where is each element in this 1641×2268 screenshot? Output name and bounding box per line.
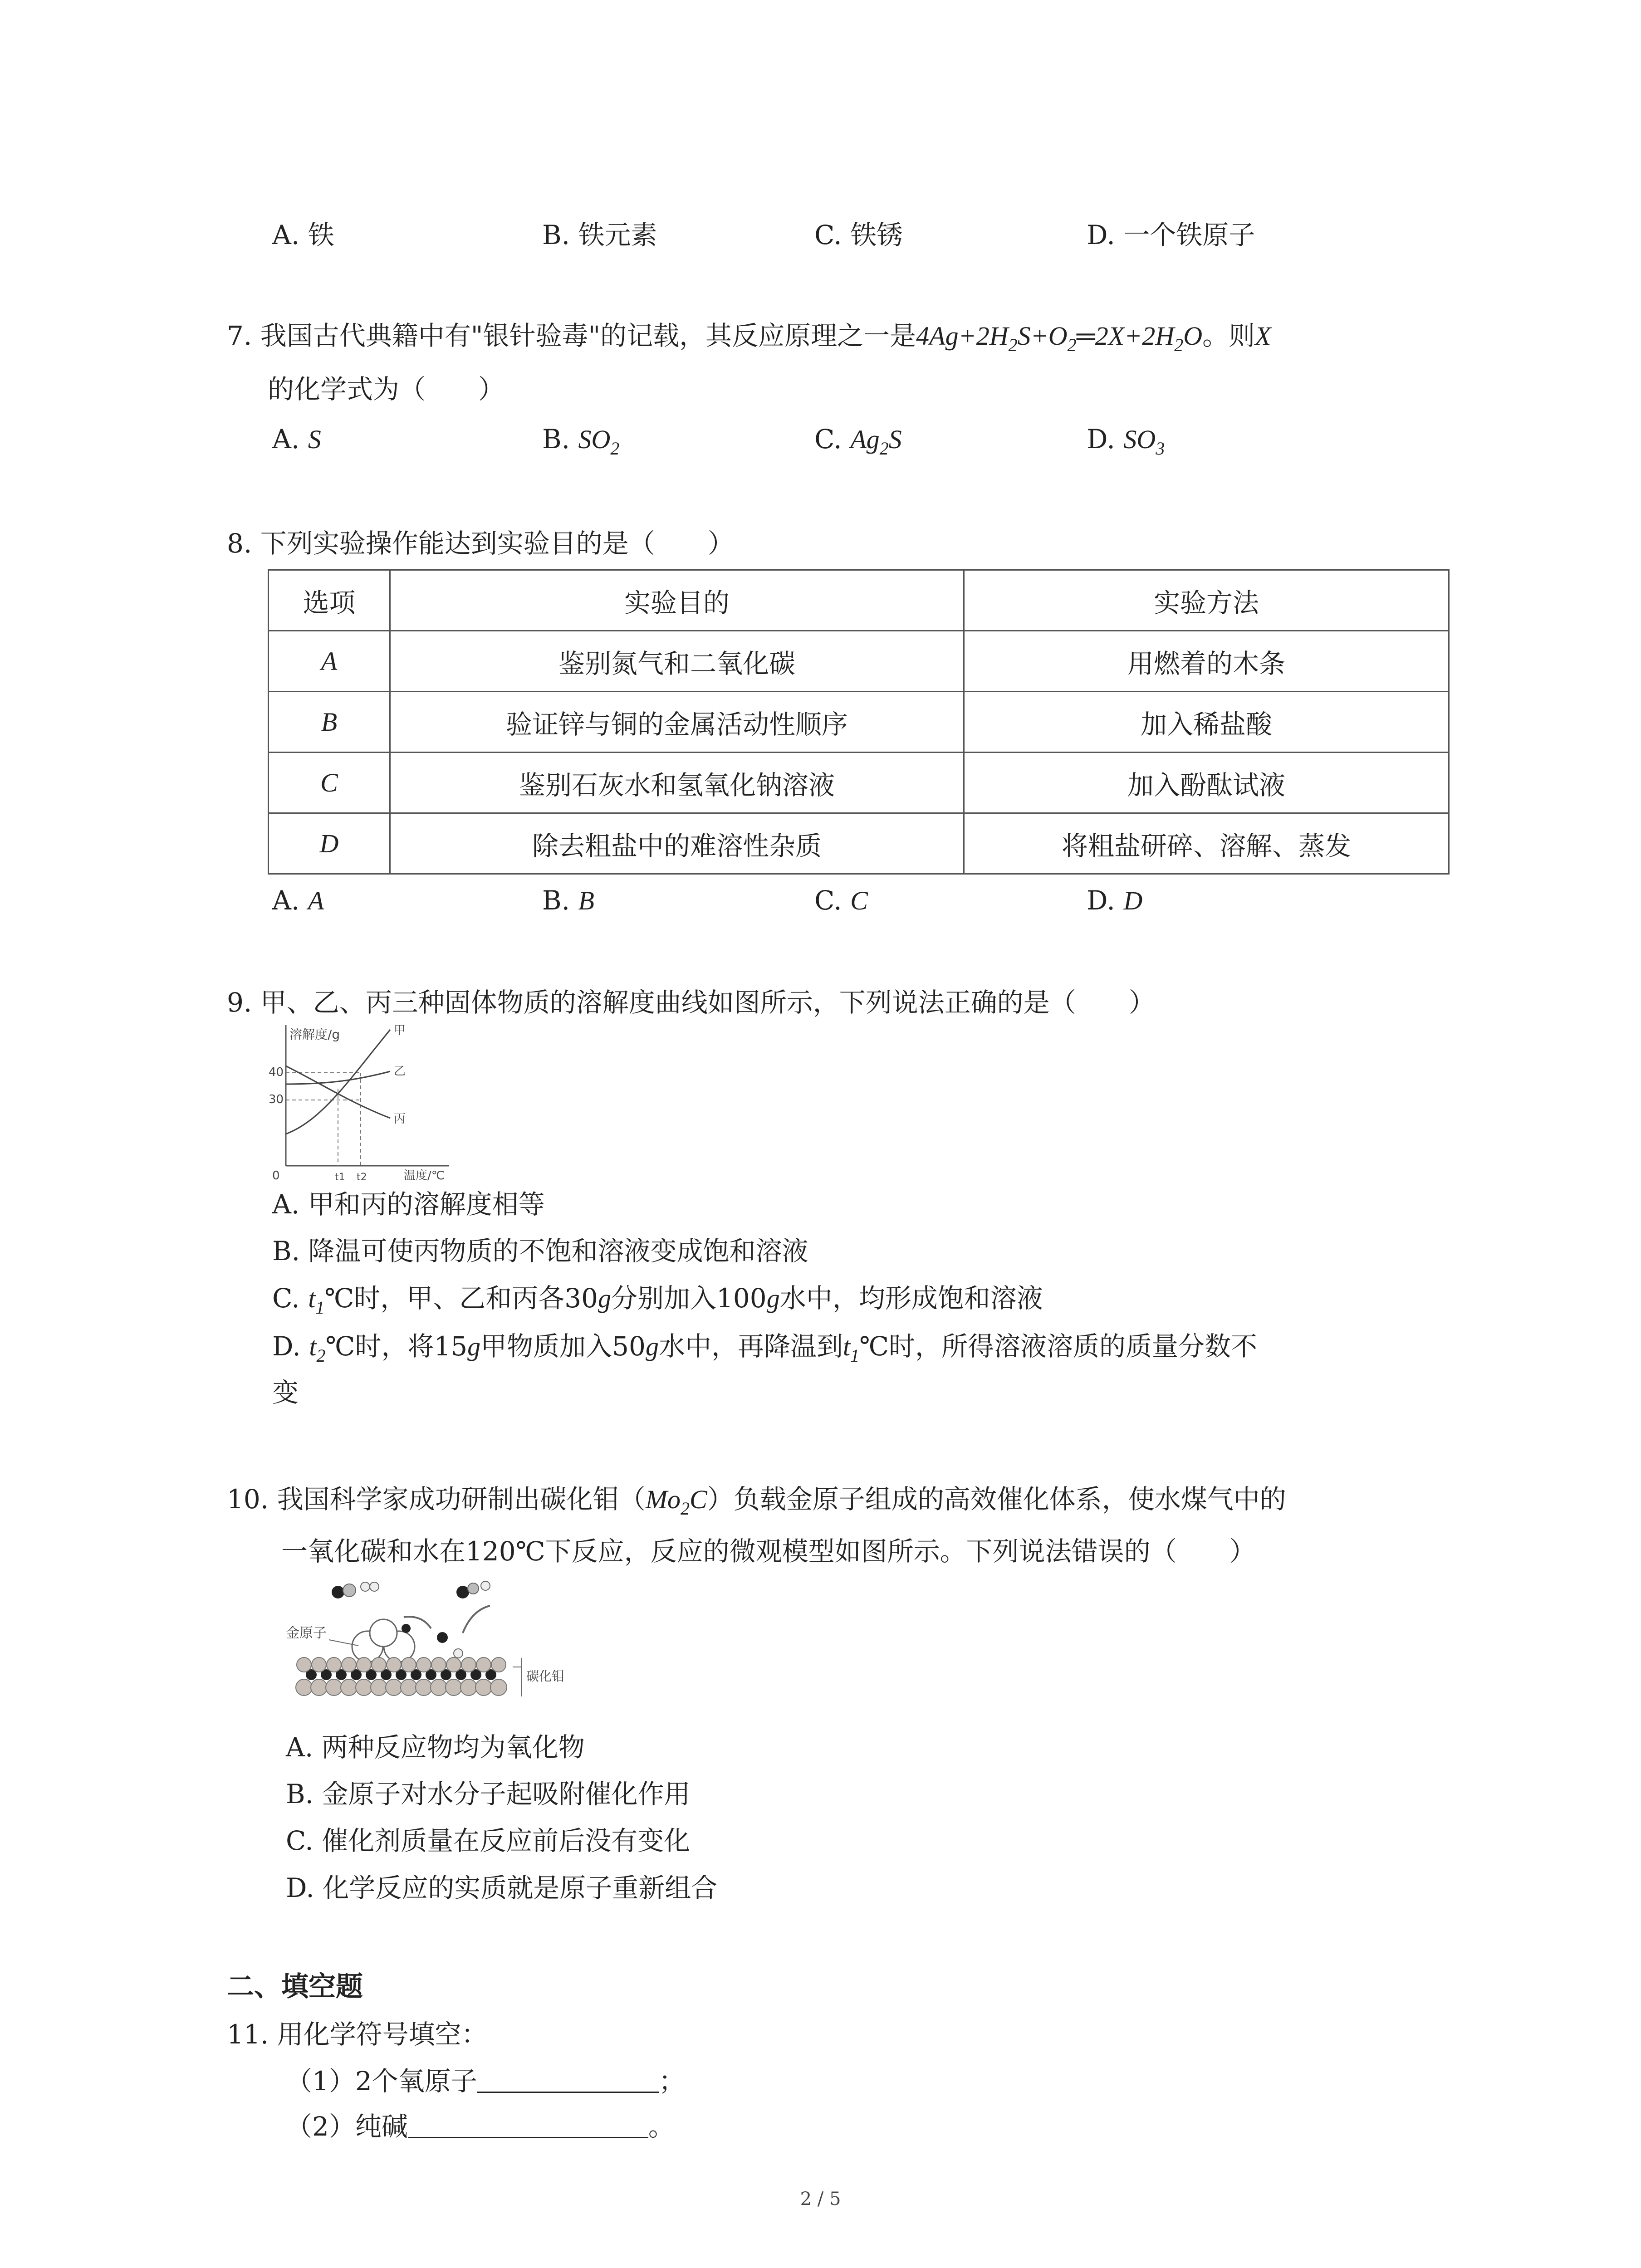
answer-blank-2[interactable]: [408, 2112, 648, 2138]
adsorbed-carbon: [437, 1632, 448, 1643]
molybdenum-atom: [327, 1657, 341, 1672]
y-axis-label: 溶解度/g: [289, 1027, 340, 1042]
q7-option-d-formula: $SO_3$: [1123, 425, 1165, 459]
q8-option-b-letter: B: [578, 886, 594, 915]
t2-symbol: $t_2$: [309, 1332, 326, 1366]
q7-option-a-formula: S: [308, 425, 321, 454]
q7-option-a[interactable]: [272, 421, 321, 458]
table-row: [269, 753, 1449, 813]
molybdenum-atom: [341, 1679, 357, 1696]
molybdenum-atom: [460, 1679, 477, 1696]
q8-option-a-label: A.: [272, 885, 300, 916]
q8-experiment-table: [268, 569, 1450, 875]
adsorbed-hydrogen: [454, 1649, 463, 1658]
molybdenum-atom: [491, 1657, 506, 1672]
oxygen-atom: [343, 1584, 356, 1597]
q7-equation: $4Ag+2H_2S+O_2═2X+2H_2O$: [916, 321, 1203, 355]
q7-option-b-formula: $SO_2$: [578, 425, 620, 459]
q8-option-c-label: C.: [814, 885, 842, 916]
q9-option-d-text4: ℃时，所得溶液溶质的质量分数不: [859, 1331, 1257, 1362]
q6-option-a[interactable]: A. 铁: [272, 220, 334, 250]
molybdenum-atom: [296, 1679, 312, 1696]
table-header-cell: 实验方法: [964, 570, 1449, 631]
co2-oxygen: [468, 1583, 479, 1594]
molybdenum-atom: [387, 1657, 401, 1672]
table-cell: B: [269, 692, 390, 753]
q8-option-a-letter: A: [308, 886, 324, 915]
q7-stem-line2: 的化学式为（ ）: [268, 374, 505, 405]
table-cell: 验证锌与铜的金属活动性顺序: [390, 692, 964, 753]
molybdenum-atom: [326, 1679, 342, 1696]
x-tick-t1: t1: [335, 1172, 345, 1183]
q11-part1-label: （1）2个氧原子: [286, 2066, 477, 2097]
q7-option-b-label: B.: [542, 424, 570, 455]
carbon-atom: [332, 1586, 344, 1598]
q9-stem: 9. 甲、乙、丙三种固体物质的溶解度曲线如图所示，下列说法正确的是（ ）: [227, 987, 1155, 1018]
q9-option-d-text2: 甲物质加入50: [480, 1331, 646, 1362]
molybdenum-atom: [431, 1657, 446, 1672]
mo2c-label: 碳化钼: [526, 1669, 565, 1684]
q9-option-b[interactable]: B. 降温可使丙物质的不饱和溶液变成饱和溶液: [272, 1236, 808, 1266]
h2-atom: [481, 1581, 490, 1590]
table-cell: A: [269, 631, 390, 692]
molybdenum-atom: [357, 1657, 371, 1672]
unit-g: g: [645, 1332, 659, 1361]
origin-label: 0: [272, 1169, 280, 1183]
molybdenum-atom: [431, 1679, 447, 1696]
molybdenum-atom: [356, 1679, 372, 1696]
mo2c-surface: [296, 1657, 507, 1696]
q7-x-symbol: X: [1255, 321, 1271, 351]
y-tick-30: 30: [269, 1093, 284, 1106]
q8-option-b[interactable]: [542, 882, 594, 919]
molybdenum-atom: [461, 1657, 476, 1672]
q11-part2: [286, 2108, 675, 2145]
q10-option-c[interactable]: C. 催化剂质量在反应前后没有变化: [286, 1825, 691, 1856]
arrow-out: [463, 1606, 490, 1633]
hydrogen-atom: [361, 1582, 370, 1591]
q7-option-d-label: D.: [1087, 424, 1115, 455]
q8-option-c-letter: C: [850, 886, 868, 915]
table-cell: 除去粗盐中的难溶性杂质: [390, 813, 964, 874]
q10-stem-line2: 一氧化碳和水在120℃下反应，反应的微观模型如图所示。下列说法错误的（ ）: [281, 1536, 1256, 1567]
molybdenum-atom: [416, 1657, 431, 1672]
table-header-cell: 实验目的: [390, 570, 964, 631]
q11-part2-label: （2）纯碱: [286, 2111, 408, 2142]
q10-stem-text1: 10. 我国科学家成功研制出碳化钼（: [227, 1484, 646, 1515]
answer-blank-1[interactable]: [477, 2066, 659, 2093]
q8-option-d-letter: D: [1123, 886, 1143, 915]
y-tick-40: 40: [269, 1066, 284, 1079]
molybdenum-atom: [312, 1657, 326, 1672]
q9-option-d-text1: ℃时，将15: [325, 1331, 468, 1362]
q8-option-c[interactable]: [814, 882, 868, 919]
q11-part2-end: 。: [648, 2111, 675, 2142]
q10-stem-line1: [227, 1481, 1286, 1527]
q9-option-c-text2: 分别加入100: [611, 1283, 767, 1314]
q9-option-d-continued: 变: [272, 1377, 299, 1408]
gold-atom-label: 金原子: [286, 1625, 327, 1641]
series-label-bing: 丙: [394, 1112, 406, 1126]
q11-stem: 11. 用化学符号填空：: [227, 2019, 488, 2050]
q9-option-a[interactable]: A. 甲和丙的溶解度相等: [272, 1189, 545, 1220]
q9-option-c[interactable]: [272, 1280, 1043, 1326]
q9-option-c-text1: ℃时，甲、乙和丙各30: [324, 1283, 598, 1314]
gold-atom: [370, 1619, 397, 1647]
molybdenum-atom: [446, 1657, 461, 1672]
table-cell: D: [269, 813, 390, 874]
series-label-jia: 甲: [394, 1024, 406, 1037]
t1-symbol: $t_1$: [308, 1284, 325, 1318]
q9-option-c-label: C.: [272, 1283, 309, 1314]
molybdenum-atom: [402, 1657, 416, 1672]
table-cell: 将粗盐研碎、溶解、蒸发: [964, 813, 1449, 874]
table-cell: 加入酚酞试液: [964, 753, 1449, 813]
q8-option-a[interactable]: [272, 882, 324, 919]
series-label-yi: 乙: [394, 1065, 406, 1078]
page-number: 2 / 5: [800, 2189, 841, 2209]
unit-g: g: [467, 1332, 481, 1361]
q10-option-b[interactable]: B. 金原子对水分子起吸附催化作用: [286, 1779, 691, 1809]
table-header-row: [269, 570, 1449, 631]
q10-option-d[interactable]: D. 化学反应的实质就是原子重新组合: [286, 1872, 718, 1903]
x-axis-label: 温度/℃: [404, 1169, 445, 1183]
q7-option-b[interactable]: [542, 421, 619, 467]
x-tick-t2: t2: [357, 1172, 367, 1183]
q9-option-c-text3: 水中，均形成饱和溶液: [779, 1283, 1043, 1314]
molybdenum-atom: [401, 1679, 417, 1696]
molybdenum-atom: [342, 1657, 356, 1672]
molybdenum-atom: [311, 1679, 327, 1696]
solubility-curve-figure: [268, 1021, 458, 1184]
q7-option-c[interactable]: [814, 421, 902, 467]
q8-option-d[interactable]: [1087, 882, 1142, 919]
unit-g: g: [598, 1284, 611, 1313]
q8-stem: 8. 下列实验操作能达到实验目的是（ ）: [227, 528, 734, 559]
q7-option-a-label: A.: [272, 424, 300, 455]
q7-option-c-label: C.: [814, 424, 842, 455]
q7-stem-line1: [227, 318, 1271, 363]
q8-option-b-label: B.: [542, 885, 570, 916]
q6-option-b[interactable]: B. 铁元素: [542, 220, 657, 250]
q7-stem-text: 7. 我国古代典籍中有"银针验毒"的记载，其反应原理之一是: [227, 320, 916, 351]
unit-g: g: [766, 1284, 780, 1313]
q9-option-d-text3: 水中，再降温到: [658, 1331, 843, 1362]
table-row: [269, 692, 1449, 753]
q10-option-a[interactable]: A. 两种反应物均为氧化物: [286, 1732, 585, 1763]
q7-stem-end: 。则: [1202, 320, 1255, 351]
table-cell: C: [269, 753, 390, 813]
molybdenum-atom: [490, 1679, 507, 1696]
table-cell: 鉴别石灰水和氢氧化钠溶液: [390, 753, 964, 813]
molybdenum-atom: [476, 1657, 491, 1672]
table-cell: 加入稀盐酸: [964, 692, 1449, 753]
molybdenum-atom: [371, 1679, 387, 1696]
q11-part1-end: ；: [658, 2066, 685, 2097]
q11-part1: [286, 2063, 685, 2099]
q8-option-d-label: D.: [1087, 885, 1115, 916]
adsorbed-carbon: [402, 1624, 411, 1633]
hydrogen-atom: [370, 1582, 379, 1591]
table-row: [269, 631, 1449, 692]
q6-option-c[interactable]: C. 铁锈: [814, 220, 903, 250]
molybdenum-atom: [475, 1679, 492, 1696]
q7-option-d[interactable]: [1087, 421, 1165, 467]
table-header-cell: 选项: [269, 570, 390, 631]
co2-carbon: [456, 1586, 469, 1598]
q9-option-d-label: D.: [272, 1331, 309, 1362]
table-row: [269, 813, 1449, 874]
molybdenum-atom: [446, 1679, 462, 1696]
q9-option-d[interactable]: [272, 1328, 1257, 1374]
catalyst-model-figure: [286, 1574, 594, 1724]
molybdenum-atom: [372, 1657, 386, 1672]
molybdenum-atom: [416, 1679, 432, 1696]
t1-symbol: $t_1$: [843, 1332, 860, 1366]
molybdenum-atom: [386, 1679, 402, 1696]
table-cell: 用燃着的木条: [964, 631, 1449, 692]
section-heading: 二、填空题: [227, 1971, 363, 2003]
molybdenum-atom: [297, 1657, 311, 1672]
mo2c-formula: $Mo_2C$: [645, 1485, 707, 1519]
q7-option-c-formula: $Ag_2S$: [850, 425, 902, 459]
table-cell: 鉴别氮气和二氧化碳: [390, 631, 964, 692]
q10-stem-text2: ）负载金原子组成的高效催化体系，使水煤气中的: [707, 1484, 1286, 1515]
q6-option-d[interactable]: D. 一个铁原子: [1087, 220, 1255, 250]
